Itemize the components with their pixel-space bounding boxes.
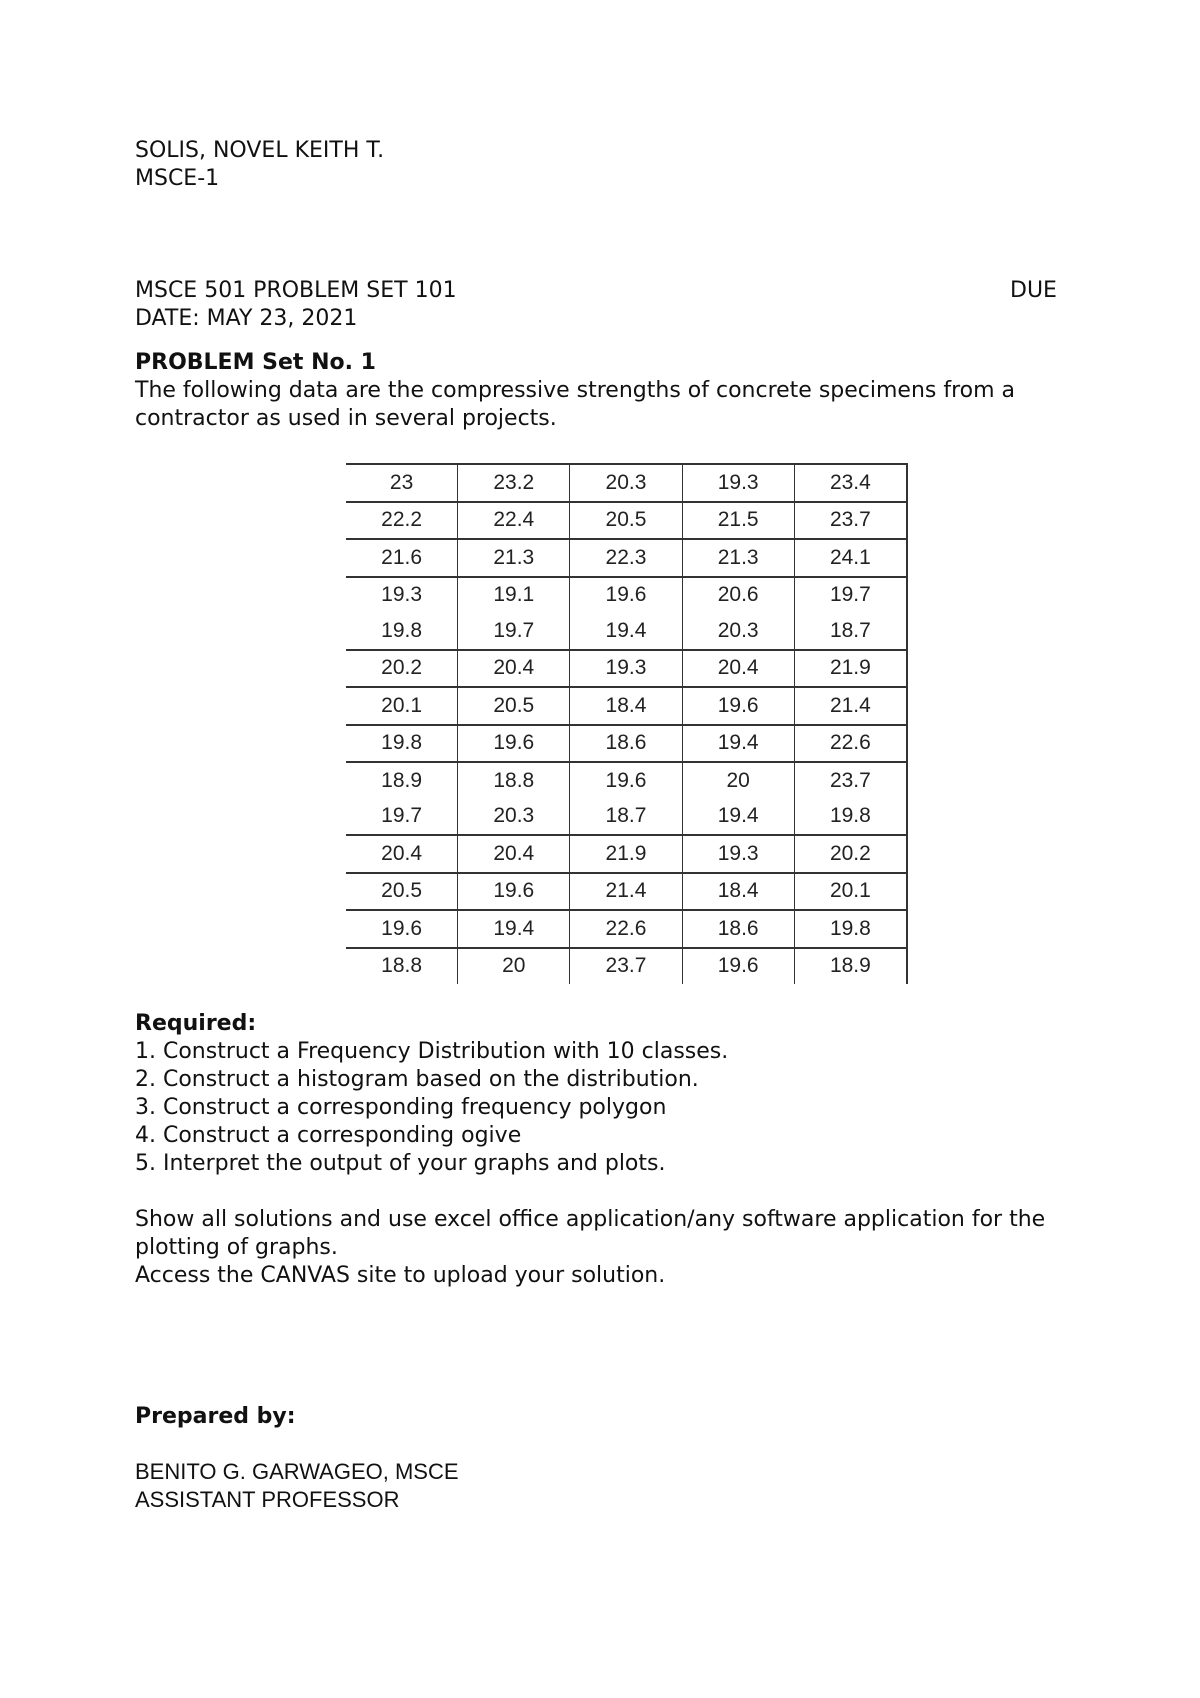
table-cell: 19.8 (346, 613, 458, 650)
table-cell: 19.3 (346, 577, 458, 614)
table-cell: 19.3 (682, 835, 794, 873)
table-cell: 19.3 (682, 464, 794, 502)
prepared-by-label: Prepared by: (135, 1404, 296, 1429)
required-item: 1. Construct a Frequency Distribution with 10 classes. (135, 1039, 729, 1064)
table-cell: 19.6 (682, 687, 794, 725)
table-row (346, 539, 907, 577)
table-cell: 18.6 (682, 910, 794, 948)
table-cell: 18.4 (682, 873, 794, 911)
table-cell: 18.9 (794, 948, 907, 985)
table-cell: 19.1 (458, 577, 570, 614)
table-cell: 24.1 (794, 539, 907, 577)
table-cell: 20.4 (458, 835, 570, 873)
table-cell: 22.6 (794, 725, 907, 763)
table-cell: 21.4 (794, 687, 907, 725)
table-cell: 18.8 (458, 762, 570, 799)
table-cell: 22.4 (458, 502, 570, 540)
table-cell: 20.1 (346, 687, 458, 725)
table-cell: 19.4 (570, 613, 682, 650)
table-cell: 20.5 (346, 873, 458, 911)
table-cell: 19.8 (346, 725, 458, 763)
table-cell: 20.4 (458, 650, 570, 688)
table-cell: 19.6 (682, 948, 794, 985)
table-cell: 20.6 (682, 577, 794, 614)
table-cell: 20.5 (570, 502, 682, 540)
table-cell: 18.7 (794, 613, 907, 650)
table-cell: 19.6 (570, 577, 682, 614)
table-cell: 18.8 (346, 948, 458, 985)
table-row (346, 799, 907, 836)
required-item: 3. Construct a corresponding frequency polygon (135, 1095, 667, 1120)
table-cell: 21.5 (682, 502, 794, 540)
table-row (346, 687, 907, 725)
table-cell: 21.6 (346, 539, 458, 577)
table-cell: 20 (458, 948, 570, 985)
table-cell: 19.4 (458, 910, 570, 948)
table-cell: 19.8 (794, 910, 907, 948)
student-program: MSCE-1 (135, 166, 220, 191)
table-row (346, 910, 907, 948)
required-heading: Required: (135, 1011, 257, 1036)
student-name: SOLIS, NOVEL KEITH T. (135, 138, 385, 163)
table-cell: 18.7 (570, 799, 682, 836)
instructions-line: Access the CANVAS site to upload your solution. (135, 1263, 666, 1288)
table-cell: 22.2 (346, 502, 458, 540)
table-cell: 23.2 (458, 464, 570, 502)
table-cell: 20.2 (794, 835, 907, 873)
preparer-name: BENITO G. GARWAGEO, MSCE (135, 1459, 459, 1484)
required-item: 4. Construct a corresponding ogive (135, 1123, 522, 1148)
instructions-line: Show all solutions and use excel office application/any software application for the (135, 1207, 1046, 1232)
table-row (346, 502, 907, 540)
problem-heading: PROBLEM Set No. 1 (135, 350, 376, 375)
table-cell: 20.2 (346, 650, 458, 688)
table-cell: 20.4 (346, 835, 458, 873)
table-cell: 19.6 (346, 910, 458, 948)
preparer-position: ASSISTANT PROFESSOR (135, 1487, 400, 1512)
table-cell: 21.9 (570, 835, 682, 873)
table-cell: 20 (682, 762, 794, 799)
table-cell: 20.3 (458, 799, 570, 836)
table-cell: 20.1 (794, 873, 907, 911)
table-cell: 21.3 (682, 539, 794, 577)
table-row (346, 613, 907, 650)
instructions (135, 1206, 1045, 1290)
table-cell: 20.5 (458, 687, 570, 725)
required-list (135, 1038, 728, 1178)
problem-description-line-2: contractor as used in several projects. (135, 406, 557, 431)
table-row (346, 873, 907, 911)
table-cell: 18.6 (570, 725, 682, 763)
table-cell: 19.7 (794, 577, 907, 614)
table-cell: 23.7 (794, 502, 907, 540)
table-cell: 19.4 (682, 725, 794, 763)
table-cell: 20.4 (682, 650, 794, 688)
table-row (346, 948, 907, 985)
table-cell: 21.9 (794, 650, 907, 688)
table-cell: 19.6 (458, 873, 570, 911)
table-cell: 19.7 (346, 799, 458, 836)
table-row (346, 835, 907, 873)
table-cell: 18.9 (346, 762, 458, 799)
table-cell: 19.7 (458, 613, 570, 650)
table-cell: 23.7 (794, 762, 907, 799)
table-cell: 21.3 (458, 539, 570, 577)
table-cell: 22.6 (570, 910, 682, 948)
table-cell: 22.3 (570, 539, 682, 577)
problem-description-line-1: The following data are the compressive strengths of concrete specimens from a (135, 378, 1016, 403)
compressive-strength-table (346, 463, 908, 984)
table-cell: 19.3 (570, 650, 682, 688)
table-cell: 18.4 (570, 687, 682, 725)
due-label: DUE (1010, 278, 1057, 303)
table-cell: 23.4 (794, 464, 907, 502)
due-date: DATE: MAY 23, 2021 (135, 306, 358, 331)
table-cell: 20.3 (682, 613, 794, 650)
problem-set-title: MSCE 501 PROBLEM SET 101 (135, 278, 457, 303)
table-cell: 19.6 (570, 762, 682, 799)
required-item: 2. Construct a histogram based on the distribution. (135, 1067, 699, 1092)
table-row (346, 577, 907, 614)
table-cell: 20.3 (570, 464, 682, 502)
table-row (346, 725, 907, 763)
required-item: 5. Interpret the output of your graphs and plots. (135, 1151, 666, 1176)
table-cell: 23 (346, 464, 458, 502)
instructions-line: plotting of graphs. (135, 1235, 338, 1260)
table-cell: 23.7 (570, 948, 682, 985)
table-row (346, 762, 907, 799)
table-cell: 19.8 (794, 799, 907, 836)
table-cell: 19.6 (458, 725, 570, 763)
table-row (346, 650, 907, 688)
table-cell: 21.4 (570, 873, 682, 911)
table-cell: 19.4 (682, 799, 794, 836)
table-row (346, 464, 907, 502)
